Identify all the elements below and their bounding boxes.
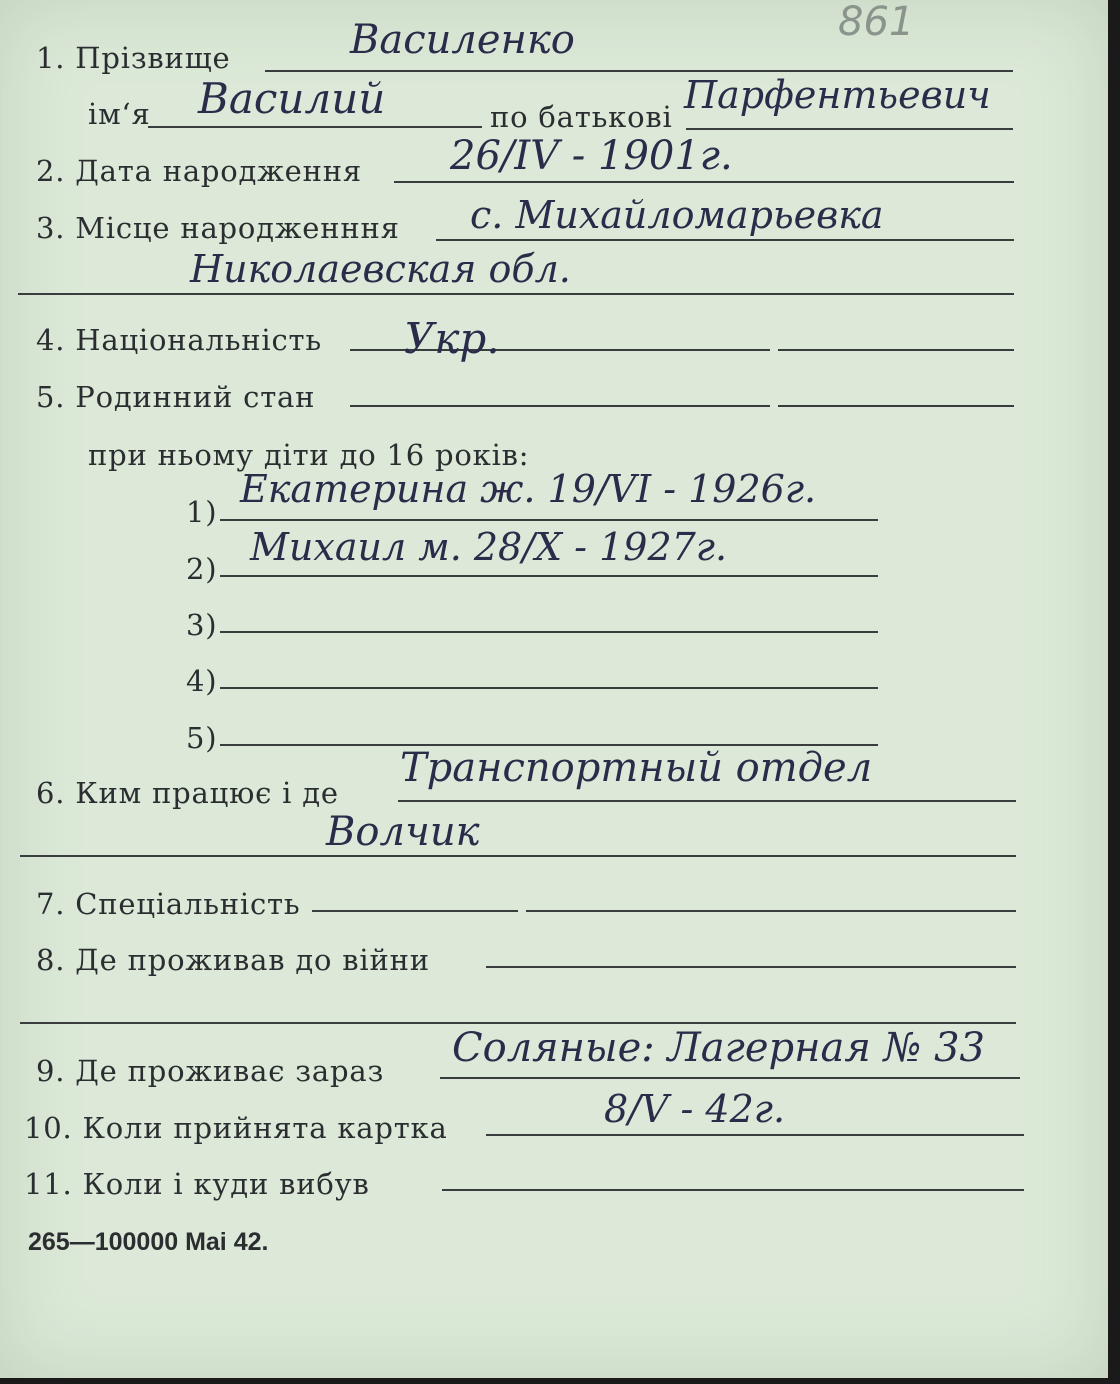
archive-number: 861 (838, 0, 915, 45)
prewar-line-2 (20, 1022, 1016, 1024)
specialty-line-a (312, 910, 518, 912)
current-label: 9. Де проживає зараз (36, 1054, 385, 1088)
birth-date-label: 2. Дата народження (36, 154, 362, 188)
surname-value: Василенко (350, 17, 575, 63)
nationality-value: Укр. (404, 314, 500, 363)
marital-line-a (350, 405, 770, 407)
birth-date-line (394, 181, 1014, 183)
card-date-label: 10. Коли прийнята картка (24, 1111, 448, 1145)
card-date-value: 8/V - 42г. (604, 1087, 786, 1131)
scan-edge (1108, 0, 1120, 1384)
first-name-label: ім‘я (88, 97, 151, 131)
departure-label: 11. Коли і куди вибув (24, 1167, 370, 1201)
specialty-label: 7. Спеціальність (36, 887, 301, 921)
child-1-num: 1) (186, 495, 218, 529)
departure-line (442, 1189, 1024, 1191)
children-label: при ньому діти до 16 років: (88, 438, 530, 472)
child-5-num: 5) (186, 721, 218, 755)
birth-place-value-1: с. Михайломарьевка (470, 193, 884, 237)
prewar-label: 8. Де проживав до війни (36, 943, 430, 977)
child-1-value: Екатерина ж. 19/VI - 1926г. (240, 467, 817, 511)
first-name-value: Василий (198, 74, 386, 123)
work-value-2: Волчик (326, 809, 480, 855)
child-4-num: 4) (186, 664, 218, 698)
surname-line (265, 70, 1013, 72)
patronymic-value: Парфентьевич (684, 73, 991, 117)
nationality-label: 4. Національність (36, 323, 322, 357)
print-code: 265—100000 Mai 42. (28, 1228, 269, 1256)
current-line (440, 1077, 1020, 1079)
child-2-value: Михаил м. 28/X - 1927г. (250, 525, 728, 569)
work-value-1: Транспортный отдел (400, 745, 873, 791)
nationality-line-b (778, 349, 1014, 351)
work-label: 6. Ким працює і де (36, 776, 339, 810)
card-date-line (486, 1134, 1024, 1136)
first-name-line (148, 126, 482, 128)
prewar-line-1 (486, 966, 1016, 968)
child-3-line (220, 631, 878, 633)
patronymic-line (686, 128, 1013, 130)
child-4-line (220, 687, 878, 689)
birth-place-value-2: Николаевская обл. (190, 247, 571, 291)
birth-place-line-1 (436, 239, 1014, 241)
work-line-2 (20, 855, 1016, 857)
birth-date-value: 26/IV - 1901г. (450, 133, 733, 179)
child-2-num: 2) (186, 552, 218, 586)
marital-line-b (778, 405, 1014, 407)
birth-place-label: 3. Місце народженння (36, 211, 400, 245)
birth-place-line-2 (18, 293, 1014, 295)
child-1-line (220, 519, 878, 521)
work-line-1 (398, 800, 1016, 802)
current-value: Соляные: Лагерная № 33 (452, 1025, 986, 1071)
child-2-line (220, 575, 878, 577)
patronymic-label: по батькові (490, 100, 673, 134)
child-3-num: 3) (186, 608, 218, 642)
specialty-line-b (526, 910, 1016, 912)
surname-label: 1. Прізвище (36, 41, 231, 75)
marital-label: 5. Родинний стан (36, 380, 316, 414)
